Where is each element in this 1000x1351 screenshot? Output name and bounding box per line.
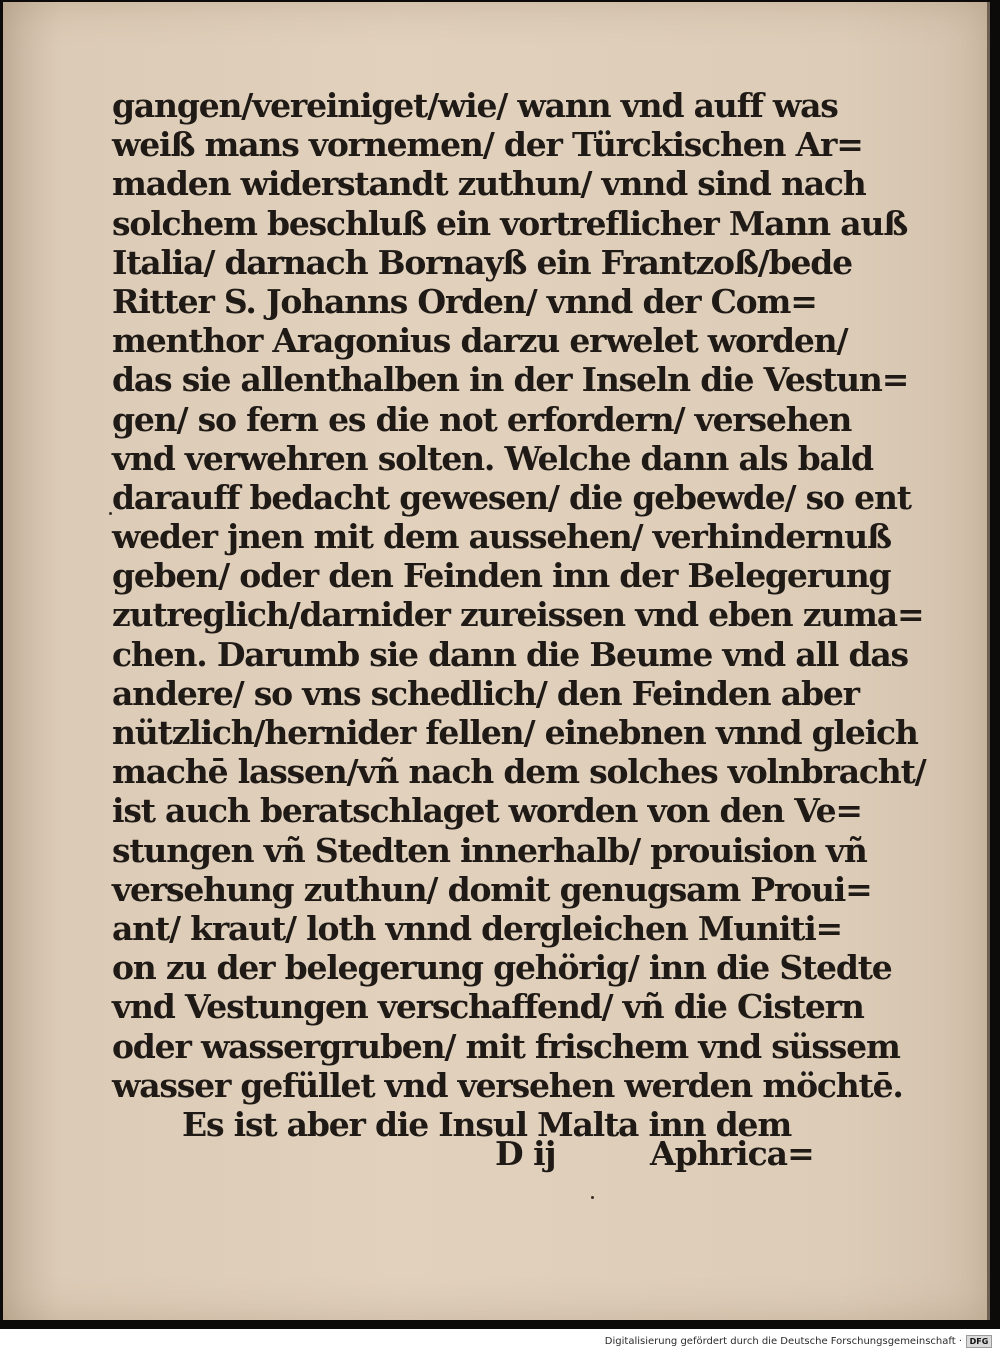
text-line: zutreglich/darnider zureissen vnd eben zuma= (112, 595, 924, 635)
text-line: Es ist aber die Insul Malta inn dem (182, 1104, 792, 1144)
text-line: vnd verwehren solten. Welche dann als bald (112, 438, 873, 478)
text-line: ant/ kraut/ loth vnnd dergleichen Muniti= (112, 908, 843, 948)
text-line: gangen/vereiniget/wie/ wann vnd auff was (112, 86, 838, 125)
dfg-logo: DFG (966, 1335, 992, 1348)
catchword: Aphrica= (650, 1134, 814, 1173)
text-line: Italia/ darnach Bornayß ein Frantzoß/bede (112, 242, 852, 282)
text-line: weiß mans vornemen/ der Türckischen Ar= (112, 125, 863, 165)
text-line: menthor Aragonius darzu erwelet worden/ (112, 321, 848, 361)
text-line: ist auch beratschlaget worden von den Ve= (112, 791, 862, 831)
page-edge (987, 2, 990, 1320)
text-line: maden widerstandt zuthun/ vnnd sind nach (112, 164, 866, 204)
text-line: nützlich/hernider fellen/ einebnen vnnd gleich (112, 713, 918, 752)
body-text (112, 86, 926, 1144)
text-line: gen/ so fern es die not erfordern/ versehen (112, 399, 852, 439)
signature-mark: D ij (495, 1134, 556, 1173)
text-line: versehung zuthun/ domit genugsam Proui= (112, 869, 872, 909)
text-line: geben/ oder den Feinden inn der Belegerung (112, 556, 891, 596)
text-line: stungen vñ Stedten innerhalb/ prouision vñ (112, 830, 867, 870)
text-line: vnd Vestungen verschaffend/ vñ die Cistern (112, 987, 864, 1027)
text-line: chen. Darumb sie dann die Beume vnd all das (112, 634, 908, 674)
text-line: darauff bedacht gewesen/ die gebewde/ so ent (112, 477, 911, 517)
text-line: machē lassen/vñ nach dem solches volnbracht/ (112, 752, 926, 792)
ink-speck (591, 1196, 594, 1199)
text-line: weder jnen mit dem aussehen/ verhindernuß (112, 517, 891, 557)
text-line: on zu der belegerung gehörig/ inn die Stedte (112, 948, 892, 988)
text-line: andere/ so vns schedlich/ den Feinden aber (112, 673, 859, 713)
text-line: Ritter S. Johanns Orden/ vnnd der Com= (112, 281, 817, 321)
text-line: oder wassergruben/ mit frischem vnd süssem (112, 1026, 900, 1066)
funding-attribution: Digitalisierung gefördert durch die Deutsche Forschungsgemeinschaft · (604, 1336, 962, 1347)
text-line: wasser gefüllet vnd versehen werden möchtē. (112, 1065, 903, 1105)
text-line: das sie allenthalben in der Inseln die Vestun= (112, 360, 909, 400)
text-line: solchem beschluß ein vortreflicher Mann auß (112, 203, 908, 243)
